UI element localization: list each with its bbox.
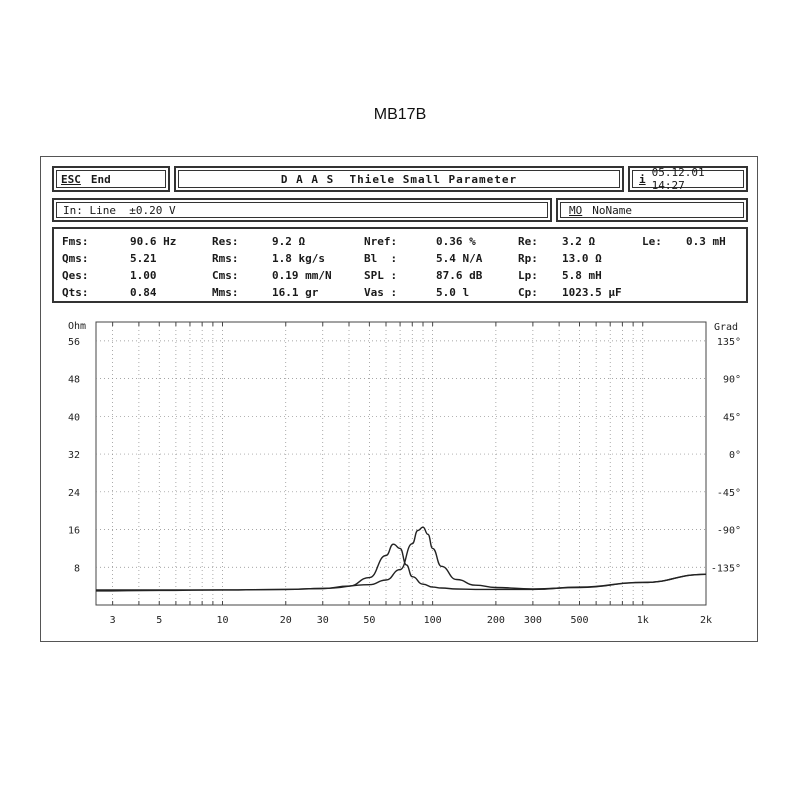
page-title: MB17B [373,106,427,123]
parameter-name: Qes: [62,269,89,282]
parameter-name: Vas : [364,286,398,299]
y-tick-label: 48 [67,374,80,386]
parameter-value: 5.21 [130,252,157,265]
parameter-value: 5.4 N/A [436,252,483,265]
parameter-name: Res: [212,235,239,248]
parameter-name: Qms: [62,252,89,265]
x-tick-label: 100 [423,615,442,626]
parameter-name: Fms: [62,235,89,248]
plot-area [96,322,706,605]
parameter-name: Bl : [364,252,398,265]
y-tick-label: 32 [67,450,80,462]
x-tick-label: 500 [570,615,589,626]
parameter-value: 5.8 mH [562,269,602,282]
parameter-value: 9.2 Ω [272,235,306,248]
y-tick-label: 16 [67,525,80,537]
parameter-value: 1023.5 µF [562,286,622,299]
parameter-name: Cms: [212,269,239,282]
right-tick-label: 135° [716,336,741,348]
right-tick-label: 0° [728,450,741,462]
right-tick-label: 90° [722,374,741,386]
right-tick-label: -45° [716,487,741,499]
y-tick-label: 40 [67,412,80,424]
esc-key-label: ESC [61,172,81,186]
parameter-value: 13.0 Ω [562,252,602,265]
x-tick-label: 300 [523,615,542,626]
parameter-name: Re: [518,235,538,248]
parameter-value: 90.6 Hz [130,235,177,248]
parameter-value: 1.8 kg/s [272,252,325,265]
parameter-name: SPL : [364,269,398,282]
parameter-name: Nref: [364,235,398,248]
parameter-name: Mms: [212,286,239,299]
x-tick-label: 5 [156,615,163,626]
impedance-curve [96,527,706,591]
mic-key-label: MO [569,203,583,217]
right-tick-label: -90° [716,525,741,537]
mic-name: NoName [592,203,632,217]
x-tick-label: 10 [216,615,229,626]
x-tick-label: 2k [699,615,713,626]
right-tick-label: 45° [722,412,741,424]
right-tick-label: -135° [710,563,741,575]
parameter-value: 5.0 l [436,286,470,299]
parameter-value: 1.00 [130,269,157,282]
x-tick-label: 20 [279,615,292,626]
parameter-value: 3.2 Ω [562,235,596,248]
date-time: 05.12.01 14:27 [651,166,705,192]
end-label: End [90,172,111,186]
parameter-value: 16.1 gr [272,286,319,299]
parameter-name: Rms: [212,252,239,265]
parameter-name: Qts: [62,286,89,299]
parameter-name: Le: [642,235,662,248]
parameter-value: 87.6 dB [436,269,483,282]
program-title: D A A S Thiele Small Parameter [280,172,518,186]
x-tick-label: 1k [636,615,649,626]
x-tick-label: 50 [363,615,376,626]
left-axis-label: Ohm [67,321,86,332]
parameter-value: 0.84 [130,286,157,299]
info-key-label: i [639,172,646,186]
y-tick-label: 56 [67,336,80,348]
parameter-name: Rp: [518,252,538,265]
input-level: In: Line ±0.20 V [63,203,176,217]
y-tick-label: 8 [73,563,80,575]
x-tick-label: 30 [316,615,329,626]
x-tick-label: 3 [109,615,116,626]
parameter-name: Lp: [518,269,538,282]
parameter-value: 0.3 mH [686,235,726,248]
y-tick-label: 24 [67,487,80,499]
x-tick-label: 200 [486,615,505,626]
parameter-value: 0.19 mm/N [272,269,332,282]
parameter-name: Cp: [518,286,538,299]
parameter-value: 0.36 % [436,235,476,248]
right-axis-label: Grad [714,322,739,333]
